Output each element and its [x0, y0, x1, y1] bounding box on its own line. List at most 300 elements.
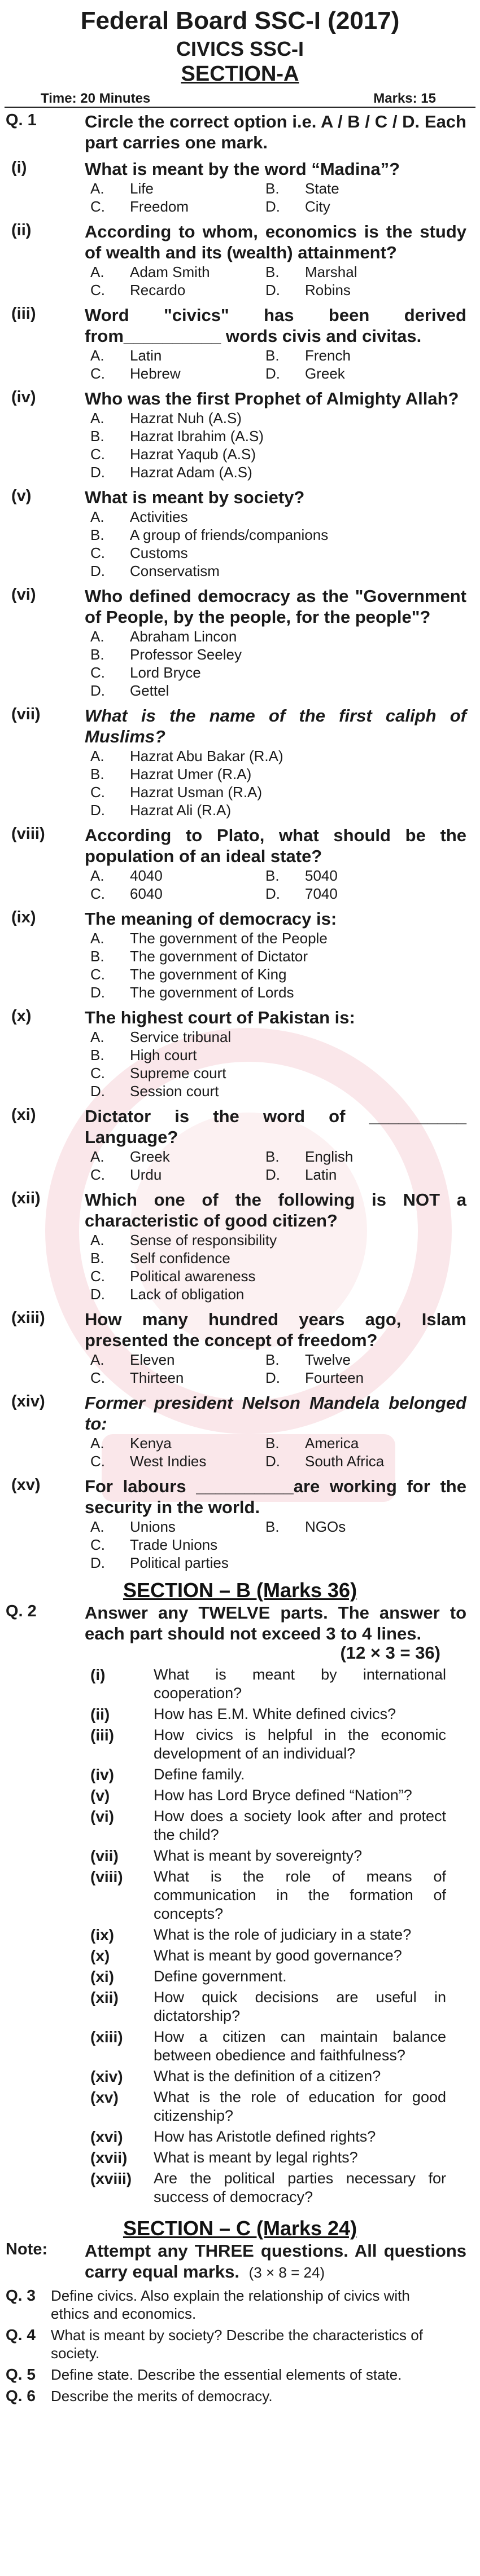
option-row — [90, 526, 480, 544]
option-text: Professor Seeley — [130, 646, 242, 663]
short-text: How has E.M. White defined civics? — [154, 1705, 396, 1722]
mcq-item — [0, 305, 480, 383]
section-b-title: SECTION – B (Marks 36) — [123, 1579, 357, 1602]
mcq-option — [90, 783, 262, 801]
option-text: Freedom — [130, 198, 189, 215]
option-row — [90, 1166, 480, 1184]
option-letter: D. — [90, 802, 105, 819]
option-letter: B. — [265, 263, 280, 280]
mcq-item — [0, 825, 480, 903]
mcq-question: Who defined democracy as the "Government of People, by the people, for the people"? — [85, 586, 466, 627]
option-text: 5040 — [305, 867, 338, 884]
short-number: (xviii) — [90, 2170, 132, 2187]
mcq-option — [90, 1249, 230, 1267]
q1-text: Circle the correct option i.e. A / B / C / D. Each part carries one mark. — [85, 112, 466, 152]
option-text: Hazrat Usman (R.A) — [130, 784, 263, 801]
option-row — [90, 1046, 480, 1064]
mcq-option — [265, 1434, 440, 1452]
mcq-item — [0, 221, 480, 299]
option-letter: C. — [90, 365, 105, 382]
short-question — [90, 1988, 446, 2025]
short-number: (iii) — [90, 1726, 114, 1744]
option-letter: B. — [265, 1435, 280, 1452]
option-row — [90, 983, 480, 1001]
short-number: (iv) — [90, 1766, 114, 1783]
option-text: Fourteen — [305, 1369, 364, 1386]
option-text: The government of King — [130, 966, 287, 983]
option-row — [90, 627, 480, 645]
long-number: Q. 5 — [6, 2366, 36, 2383]
mcq-number: (xii) — [11, 1189, 41, 1207]
long-text: Define civics. Also explain the relationship of civics with ethics and economics. — [51, 2287, 410, 2322]
mcq-options — [90, 867, 480, 903]
mcq-option — [90, 179, 265, 197]
option-row — [90, 544, 480, 562]
mcq-number: (iii) — [11, 305, 36, 323]
mcq-question: For labours __________are working for the security in the world. — [85, 1476, 466, 1517]
mcq-option — [90, 1046, 197, 1064]
mcq-option — [90, 947, 308, 965]
short-text: What is the role of judiciary in a state? — [154, 1926, 412, 1943]
short-question — [90, 1786, 446, 1805]
short-question — [90, 2088, 446, 2125]
mcq-option — [90, 526, 328, 544]
option-letter: A. — [90, 410, 104, 427]
option-text: Session court — [130, 1083, 219, 1100]
option-row — [90, 1518, 480, 1536]
short-text: What is the definition of a citizen? — [154, 2068, 381, 2085]
short-text: What is meant by international cooperation? — [154, 1666, 446, 1702]
option-text: NGOs — [305, 1518, 346, 1535]
short-text: What is the role of education for good citizenship? — [154, 2089, 446, 2124]
mcq-options — [90, 346, 480, 383]
short-number: (ix) — [90, 1926, 114, 1944]
option-letter: C. — [90, 1065, 105, 1082]
option-row — [90, 783, 480, 801]
mcq-option — [265, 364, 440, 383]
option-letter: C. — [90, 544, 105, 561]
option-letter: D. — [90, 984, 105, 1001]
mcq-option — [90, 1554, 229, 1572]
option-text: English — [305, 1148, 354, 1165]
mcq-option — [90, 1434, 265, 1452]
mcq-question: Who was the first Prophet of Almighty Allah? — [85, 389, 459, 408]
short-question — [90, 2067, 446, 2086]
q2-text: Answer any TWELVE parts. The answer to each part should not exceed 3 to 4 lines. — [85, 1603, 466, 1643]
option-text: Greek — [305, 365, 345, 382]
option-row — [90, 445, 480, 463]
option-text: West Indies — [130, 1453, 207, 1470]
mcq-option — [90, 1166, 265, 1184]
short-text: How a citizen can maintain balance between obedience and faithfulness? — [154, 2028, 446, 2064]
option-text: Activities — [130, 508, 188, 525]
option-row — [90, 867, 480, 885]
q1-instructions — [0, 111, 480, 153]
short-question — [90, 1946, 446, 1965]
mcq-item — [0, 1007, 480, 1100]
option-letter: D. — [90, 1083, 105, 1100]
mcq-option — [90, 983, 294, 1001]
option-letter: B. — [265, 347, 280, 364]
option-row — [90, 1231, 480, 1249]
long-question — [6, 2326, 446, 2362]
mcq-option — [90, 463, 252, 481]
option-letter: B. — [90, 948, 104, 965]
option-letter: A. — [90, 347, 104, 364]
option-text: 7040 — [305, 885, 338, 902]
mcq-option — [90, 263, 265, 281]
mcq-question: What is meant by the word “Madina”? — [85, 159, 400, 179]
mcq-option — [265, 179, 440, 197]
option-text: French — [305, 347, 351, 364]
option-letter: D. — [90, 464, 105, 481]
option-row — [90, 427, 480, 445]
time-marks-bar — [5, 91, 475, 108]
option-text: Recardo — [130, 282, 186, 298]
option-text: Robins — [305, 282, 351, 298]
short-text: How civics is helpful in the economic development of an individual? — [154, 1726, 446, 1762]
mcq-option — [90, 562, 220, 580]
short-question — [90, 1967, 446, 1986]
short-number: (xii) — [90, 1989, 119, 2006]
mcq-option — [265, 1166, 440, 1184]
section-a-title: SECTION-A — [181, 62, 299, 86]
mcq-option — [90, 445, 256, 463]
option-text: Hazrat Abu Bakar (R.A) — [130, 748, 283, 764]
option-text: Hazrat Adam (A.S) — [130, 464, 252, 481]
option-row — [90, 463, 480, 481]
short-question — [90, 1765, 446, 1784]
mcq-number: (xi) — [11, 1106, 36, 1124]
mcq-item — [0, 159, 480, 216]
note-label: Note: — [6, 2240, 48, 2258]
mcq-number: (v) — [11, 487, 32, 505]
option-letter: A. — [90, 1028, 104, 1045]
option-letter: D. — [265, 885, 280, 902]
short-number: (ii) — [90, 1705, 110, 1723]
short-text: How quick decisions are useful in dictatorship? — [154, 1989, 446, 2024]
option-row — [90, 409, 480, 427]
mcq-option — [265, 1148, 440, 1166]
option-letter: C. — [90, 1453, 105, 1470]
mcq-question: What is the name of the first caliph of Muslims? — [85, 706, 466, 746]
q2-marks: (12 × 3 = 36) — [340, 1643, 440, 1663]
option-letter: B. — [265, 1518, 280, 1535]
mcq-list — [0, 159, 480, 1572]
mcq-options — [90, 627, 480, 700]
option-letter: A. — [90, 1435, 104, 1452]
mcq-option — [90, 627, 237, 645]
option-letter: C. — [90, 966, 105, 983]
long-question — [6, 2387, 446, 2405]
option-text: Lack of obligation — [130, 1286, 245, 1303]
option-letter: C. — [90, 1536, 105, 1553]
short-question — [90, 1726, 446, 1763]
mcq-item — [0, 1106, 480, 1184]
mcq-number: (ii) — [11, 221, 32, 239]
mcq-number: (viii) — [11, 825, 45, 843]
section-c-note — [0, 2240, 480, 2283]
option-letter: B. — [265, 180, 280, 197]
mcq-option — [90, 544, 188, 562]
option-row — [90, 281, 480, 299]
mcq-options — [90, 409, 480, 481]
mcq-question: The meaning of democracy is: — [85, 909, 337, 929]
option-letter: A. — [90, 263, 104, 280]
option-row — [90, 1452, 480, 1470]
option-text: Life — [130, 180, 154, 197]
option-text: Supreme court — [130, 1065, 226, 1082]
option-row — [90, 765, 480, 783]
option-row — [90, 1536, 480, 1554]
short-question — [90, 2028, 446, 2065]
option-letter: A. — [90, 867, 104, 884]
mcq-question: What is meant by society? — [85, 487, 305, 507]
short-number: (xiv) — [90, 2068, 123, 2085]
mcq-option — [90, 281, 265, 299]
option-text: Thirteen — [130, 1369, 184, 1386]
option-text: The government of Dictator — [130, 948, 308, 965]
long-text: What is meant by society? Describe the characteristics of society. — [51, 2327, 423, 2362]
short-number: (x) — [90, 1947, 110, 1964]
option-letter: A. — [90, 1518, 104, 1535]
short-text: Define government. — [154, 1968, 287, 1985]
option-letter: C. — [90, 784, 105, 801]
option-row — [90, 885, 480, 903]
mcq-option — [265, 281, 440, 299]
option-text: South Africa — [305, 1453, 385, 1470]
option-letter: A. — [90, 1148, 104, 1165]
option-text: City — [305, 198, 330, 215]
short-number: (vi) — [90, 1808, 114, 1825]
option-text: Hazrat Umer (R.A) — [130, 766, 252, 783]
short-question — [90, 1807, 446, 1844]
short-number: (xvii) — [90, 2149, 128, 2166]
short-question — [90, 1705, 446, 1724]
option-text: Customs — [130, 544, 188, 561]
mcq-option — [90, 765, 251, 783]
mcq-number: (xiii) — [11, 1309, 45, 1327]
paper-title: Federal Board SSC-I (2017) — [80, 7, 400, 34]
mcq-question: According to Plato, what should be the population of an ideal state? — [85, 825, 466, 866]
mcq-option — [90, 508, 188, 526]
option-row — [90, 929, 480, 947]
mcq-item — [0, 1309, 480, 1387]
mcq-option — [90, 427, 264, 445]
mcq-option — [90, 1285, 244, 1303]
short-text: What is the role of means of communication in the formation of concepts? — [154, 1868, 446, 1922]
time-label: Time: 20 Minutes — [41, 91, 151, 106]
option-row — [90, 263, 480, 281]
option-text: Hazrat Nuh (A.S) — [130, 410, 242, 427]
mcq-item — [0, 1189, 480, 1303]
mcq-item — [0, 487, 480, 580]
marks-label: Marks: 15 — [373, 91, 436, 106]
option-text: Adam Smith — [130, 263, 210, 280]
option-row — [90, 747, 480, 765]
option-letter: C. — [90, 885, 105, 902]
mcq-option — [90, 965, 287, 983]
mcq-number: (iv) — [11, 388, 36, 406]
mcq-item — [0, 1392, 480, 1470]
mcq-option — [90, 1028, 231, 1046]
mcq-option — [90, 346, 265, 364]
mcq-options — [90, 1028, 480, 1100]
mcq-options — [90, 1148, 480, 1184]
option-row — [90, 346, 480, 364]
long-number: Q. 4 — [6, 2326, 36, 2344]
option-row — [90, 197, 480, 216]
option-letter: C. — [90, 282, 105, 298]
option-text: America — [305, 1435, 359, 1452]
option-row — [90, 508, 480, 526]
option-letter: A. — [90, 1351, 104, 1368]
q1-number: Q. 1 — [6, 111, 37, 129]
option-text: Service tribunal — [130, 1028, 232, 1045]
mcq-option — [90, 801, 231, 819]
option-letter: C. — [90, 1166, 105, 1183]
mcq-question: Dictator is the word of __________ Language? — [85, 1106, 466, 1147]
option-letter: B. — [265, 1351, 280, 1368]
mcq-number: (i) — [11, 159, 27, 177]
option-text: High court — [130, 1047, 197, 1063]
option-letter: B. — [265, 1148, 280, 1165]
option-text: Hebrew — [130, 365, 181, 382]
option-letter: C. — [90, 446, 105, 463]
option-letter: B. — [90, 428, 104, 445]
option-letter: D. — [265, 1453, 280, 1470]
option-row — [90, 947, 480, 965]
option-letter: A. — [90, 930, 104, 947]
option-row — [90, 562, 480, 580]
long-question-list — [0, 2287, 480, 2405]
q2-instructions — [0, 1602, 480, 1663]
option-text: Twelve — [305, 1351, 351, 1368]
long-number: Q. 6 — [6, 2387, 36, 2404]
option-letter: B. — [90, 1047, 104, 1063]
short-number: (xi) — [90, 1968, 114, 1985]
long-text: Define state. Describe the essential elements of state. — [51, 2366, 402, 2383]
mcq-option — [265, 1452, 440, 1470]
short-text: What is meant by sovereignty? — [154, 1847, 363, 1864]
option-text: Conservatism — [130, 562, 220, 579]
option-text: Trade Unions — [130, 1536, 218, 1553]
option-letter: D. — [265, 365, 280, 382]
mcq-number: (vi) — [11, 586, 36, 604]
option-letter: B. — [265, 867, 280, 884]
short-text: What is meant by good governance? — [154, 1947, 402, 1964]
option-letter: A. — [90, 628, 104, 645]
option-text: Latin — [130, 347, 162, 364]
mcq-number: (xiv) — [11, 1392, 45, 1410]
option-letter: A. — [90, 1232, 104, 1249]
option-text: Marshal — [305, 263, 357, 280]
option-letter: B. — [90, 526, 104, 543]
option-text: Hazrat Yaqub (A.S) — [130, 446, 256, 463]
mcq-options — [90, 1518, 480, 1572]
option-letter: A. — [90, 748, 104, 764]
option-row — [90, 1028, 480, 1046]
mcq-option — [90, 645, 242, 663]
mcq-option — [90, 1536, 217, 1554]
mcq-options — [90, 1434, 480, 1470]
mcq-option — [90, 682, 169, 700]
mcq-option — [90, 1518, 265, 1536]
mcq-option — [265, 885, 440, 903]
short-number: (v) — [90, 1787, 110, 1804]
option-text: Lord Bryce — [130, 664, 201, 681]
short-question — [90, 1926, 446, 1944]
short-question-list — [0, 1665, 480, 2206]
option-letter: C. — [90, 1369, 105, 1386]
option-letter: D. — [90, 1554, 105, 1571]
option-row — [90, 179, 480, 197]
option-text: Greek — [130, 1148, 170, 1165]
short-question — [90, 1665, 446, 1703]
short-text: Define family. — [154, 1766, 245, 1783]
short-number: (i) — [90, 1666, 106, 1683]
option-letter: B. — [90, 646, 104, 663]
mcq-question: Which one of the following is NOT a characteristic of good citizen? — [85, 1190, 466, 1230]
short-number: (viii) — [90, 1868, 123, 1885]
option-letter: D. — [265, 282, 280, 298]
option-letter: C. — [90, 664, 105, 681]
mcq-options — [90, 929, 480, 1001]
option-row — [90, 1249, 480, 1267]
short-text: What is meant by legal rights? — [154, 2149, 358, 2166]
mcq-options — [90, 263, 480, 299]
mcq-options — [90, 747, 480, 819]
mcq-question: Former president Nelson Mandela belonged to: — [85, 1393, 466, 1434]
option-text: Political awareness — [130, 1268, 256, 1285]
mcq-option — [90, 1064, 226, 1082]
short-text: How has Aristotle defined rights? — [154, 2128, 376, 2145]
option-row — [90, 663, 480, 682]
mcq-item — [0, 586, 480, 700]
option-letter: A. — [90, 508, 104, 525]
option-row — [90, 364, 480, 383]
option-text: Kenya — [130, 1435, 172, 1452]
short-question — [90, 2169, 446, 2206]
mcq-option — [90, 1369, 265, 1387]
mcq-options — [90, 179, 480, 216]
q2-number: Q. 2 — [6, 1602, 37, 1620]
option-row — [90, 1434, 480, 1452]
mcq-number: (x) — [11, 1007, 32, 1025]
mcq-option — [90, 929, 328, 947]
option-letter: D. — [265, 1369, 280, 1386]
option-row — [90, 965, 480, 983]
option-letter: C. — [90, 1268, 105, 1285]
short-text: How has Lord Bryce defined “Nation”? — [154, 1787, 412, 1804]
option-letter: B. — [90, 766, 104, 783]
section-c-title: SECTION – C (Marks 24) — [123, 2217, 357, 2240]
mcq-number: (xv) — [11, 1476, 41, 1494]
mcq-option — [90, 197, 265, 216]
mcq-item — [0, 1476, 480, 1572]
option-text: State — [305, 180, 339, 197]
option-letter: D. — [265, 198, 280, 215]
mcq-option — [90, 1082, 219, 1100]
short-text: Are the political parties necessary for success of democracy? — [154, 2170, 446, 2205]
long-text: Describe the merits of democracy. — [51, 2388, 273, 2404]
option-row — [90, 801, 480, 819]
mcq-option — [265, 1518, 440, 1536]
option-text: Sense of responsibility — [130, 1232, 277, 1249]
mcq-options — [90, 1231, 480, 1303]
mcq-option — [265, 867, 440, 885]
option-row — [90, 645, 480, 663]
